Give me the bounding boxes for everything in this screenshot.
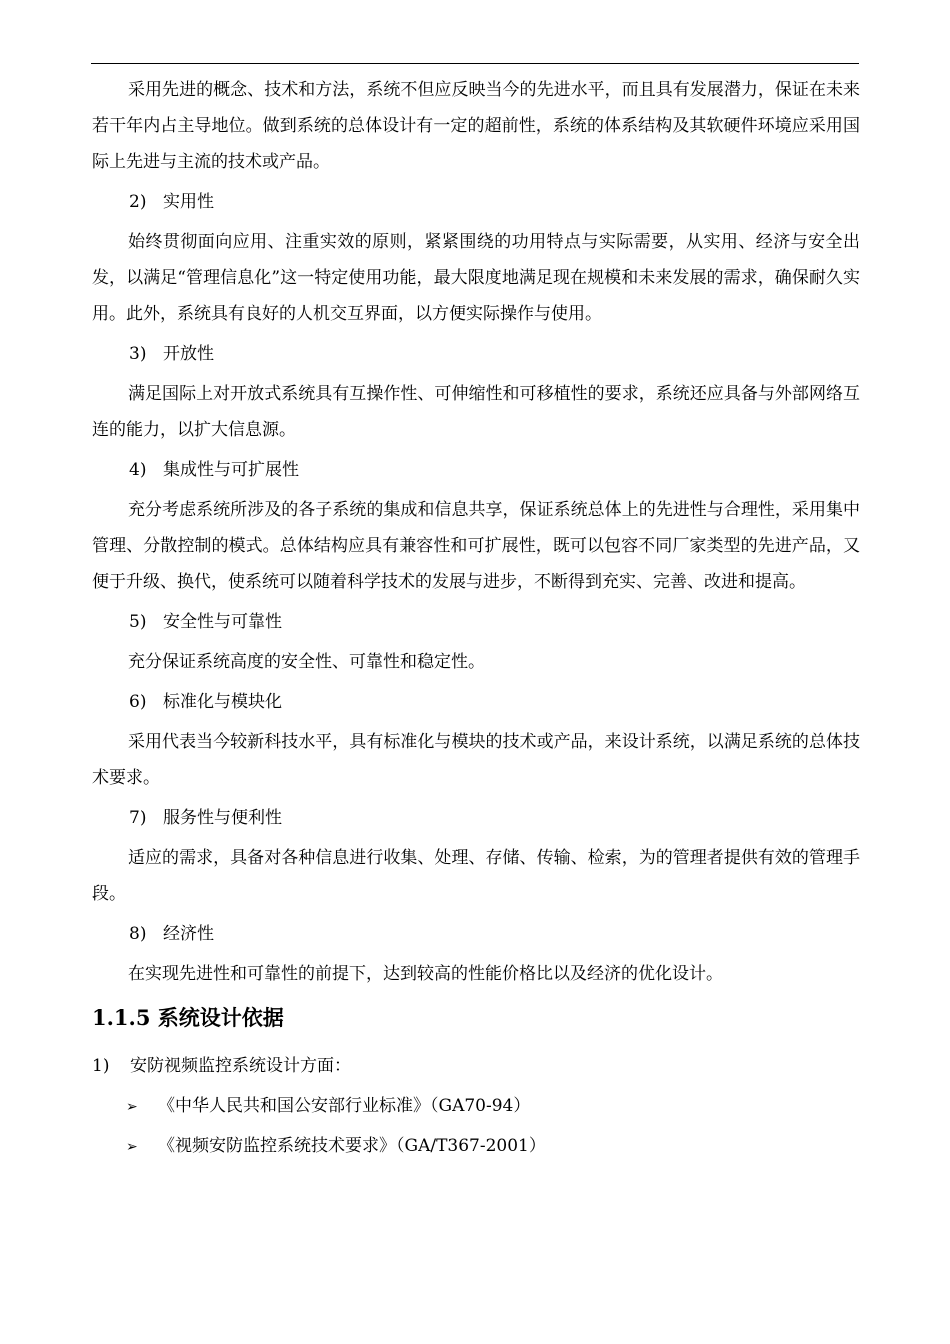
document-body [92,72,860,1168]
list-item-label: 标准化与模块化 [163,692,282,712]
paragraph: 始终贯彻面向应用、注重实效的原则，紧紧围绕的功用特点与实际需要，从实用、经济与安全出发，以满足“管理信息化”这一特定使用功能，最大限度地满足现在规模和未来发展的需求，确保耐久实用。此外，系统具有良好的人机交互界面，以方便实际操作与使用。 [92,232,860,324]
bullet-item [92,1088,860,1124]
section-heading: 1.1.5 系统设计依据 [92,1005,284,1030]
list-number: 8) [129,924,147,944]
paragraph: 采用先进的概念、技术和方法，系统不但应反映当今的先进水平，而且具有发展潜力，保证在未来若干年内占主导地位。做到系统的总体设计有一定的超前性，系统的体系结构及其软硬件环境应采用国际上先进与主流的技术或产品。 [92,80,860,172]
list-item-label: 经济性 [163,924,214,944]
arrow-bullet-icon: ➢ [126,1139,138,1155]
paragraph: 充分考虑系统所涉及的各子系统的集成和信息共享，保证系统总体上的先进性与合理性，采用集中管理、分散控制的模式。总体结构应具有兼容性和可扩展性，既可以包容不同厂家类型的先进产品，又便于升级、换代，使系统可以随着科学技术的发展与进步，不断得到充实、完善、改进和提高。 [92,500,860,592]
list-item-label: 集成性与可扩展性 [163,460,299,480]
list-number: 6) [129,692,147,712]
bullet-item [92,1128,860,1164]
list-item [92,184,860,220]
list-number: 1) [92,1056,110,1076]
list-item-label: 安防视频监控系统设计方面： [130,1056,351,1076]
list-item-label: 实用性 [163,192,214,212]
list-item-label: 安全性与可靠性 [163,612,282,632]
list-item-label: 开放性 [163,344,214,364]
list-item [92,336,860,372]
list-item [92,1048,860,1084]
list-number: 7) [129,808,147,828]
bullet-text: 《视频安防监控系统技术要求》（GA/T367-2001） [158,1136,546,1156]
bullet-text: 《中华人民共和国公安部行业标准》（GA70-94） [158,1096,531,1116]
paragraph: 在实现先进性和可靠性的前提下，达到较高的性能价格比以及经济的优化设计。 [128,964,723,984]
list-number: 4) [129,460,147,480]
list-number: 3) [129,344,147,364]
list-item [92,684,860,720]
paragraph: 适应的需求，具备对各种信息进行收集、处理、存储、传输、检索，为的管理者提供有效的管理手段。 [92,848,860,904]
paragraph: 满足国际上对开放式系统具有互操作性、可伸缩性和可移植性的要求，系统还应具备与外部网络互连的能力，以扩大信息源。 [92,384,860,440]
list-number: 5) [129,612,147,632]
header-rule [91,63,859,64]
list-item [92,800,860,836]
list-item [92,452,860,488]
list-number: 2) [129,192,147,212]
list-item [92,604,860,640]
list-item [92,916,860,952]
list-item-label: 服务性与便利性 [163,808,282,828]
paragraph: 采用代表当今较新科技水平，具有标准化与模块的技术或产品，来设计系统，以满足系统的总体技术要求。 [92,732,860,788]
paragraph: 充分保证系统高度的安全性、可靠性和稳定性。 [128,652,485,672]
arrow-bullet-icon: ➢ [126,1099,138,1115]
